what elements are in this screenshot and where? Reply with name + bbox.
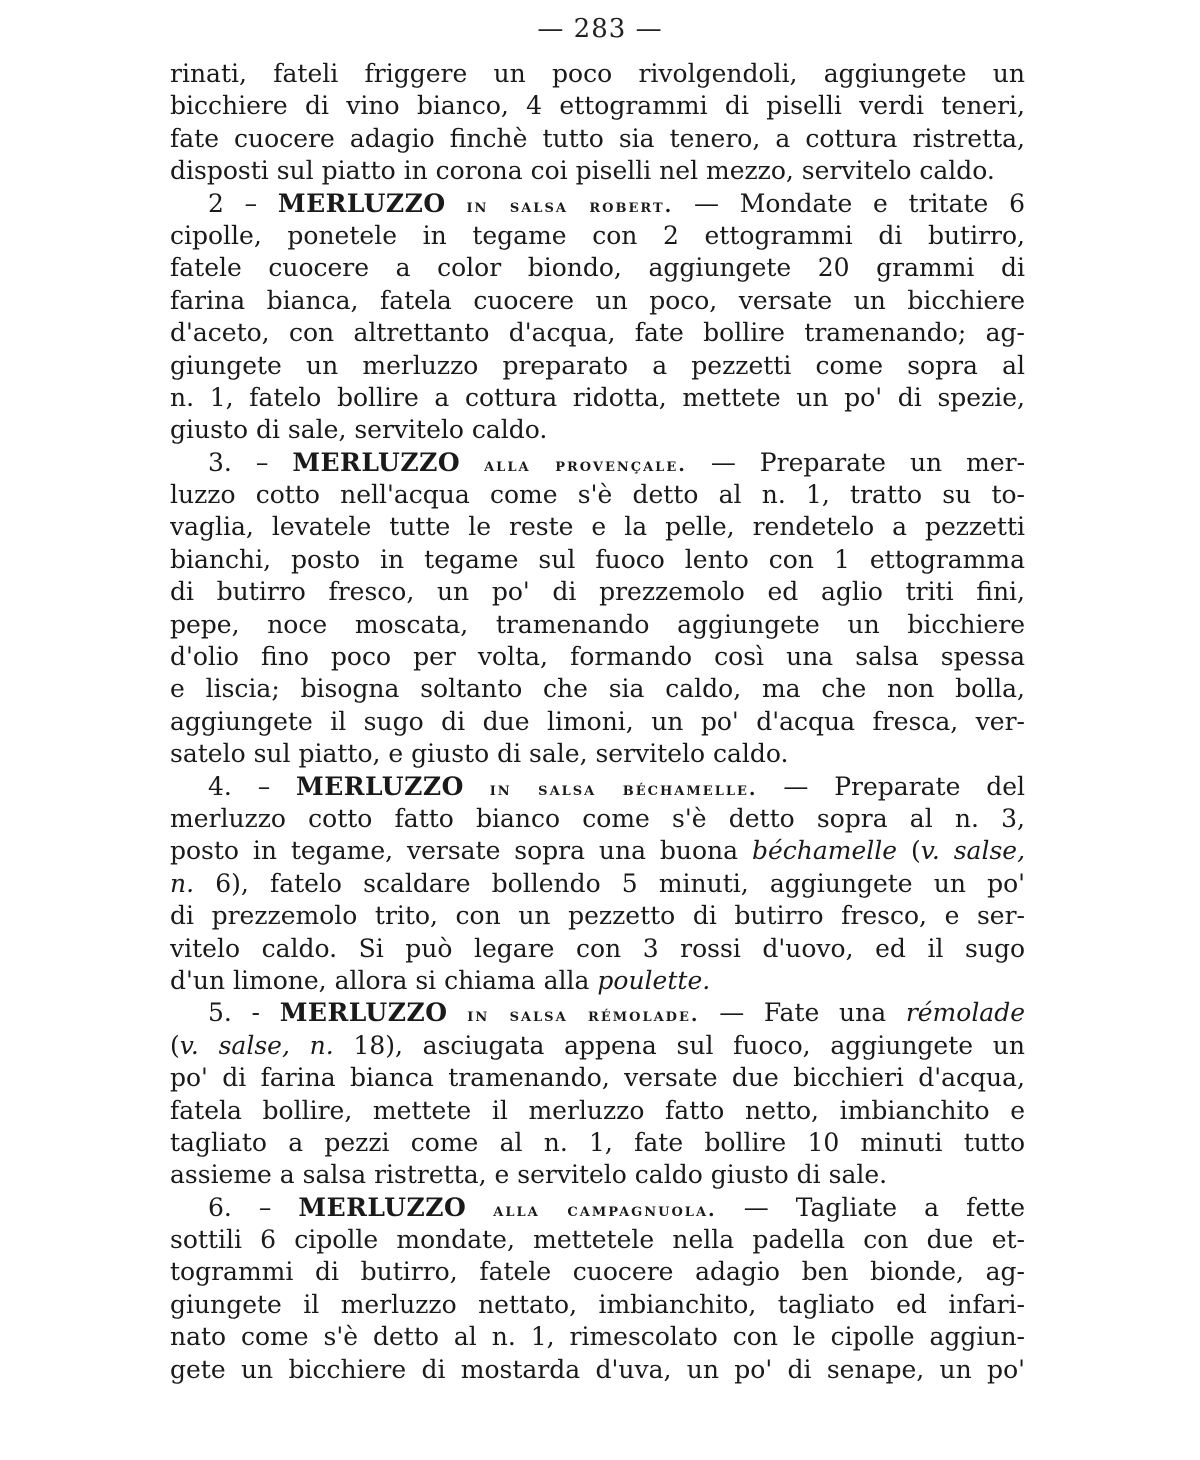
recipe-title: MERLUZZO [277, 188, 446, 218]
text-line [170, 317, 1025, 349]
text-line [170, 58, 1025, 90]
text-segment: posto in tegame, versate sopra una buona [170, 836, 752, 866]
text-segment: disposti sul piatto in corona coi piselli nel mezzo, servitelo caldo. [170, 156, 995, 186]
text-line [170, 1095, 1025, 1127]
text-segment: ( [897, 836, 921, 866]
text-line [170, 188, 1025, 220]
text-line [170, 933, 1025, 965]
text-line [170, 673, 1025, 705]
text-segment: fatela bollire, mettete il merluzzo fatto netto, imbianchito e [170, 1095, 1025, 1125]
text-segment: giungete un merluzzo preparato a pezzetti come sopra al [170, 350, 1025, 380]
text-segment: di prezzemolo trito, con un pezzetto di butirro fresco, e ser- [170, 901, 1025, 931]
text-line [170, 1159, 1025, 1191]
text-line [170, 1354, 1025, 1386]
text-line [170, 576, 1025, 608]
recipe-subtitle: in salsa rémolade. [467, 1004, 700, 1027]
text-segment: rinati, fateli friggere un poco rivolgendoli, aggiungete un [170, 59, 1025, 88]
text-line [170, 835, 1025, 867]
recipe-text-block [170, 58, 1025, 1386]
text-line [170, 285, 1025, 317]
text-line [170, 511, 1025, 543]
text-line [170, 965, 1025, 997]
text-segment: di butirro fresco, un po' di prezzemolo ed aglio triti fini, [170, 577, 1025, 607]
text-segment: sottili 6 cipolle mondate, mettetele nella padella con due et- [170, 1225, 1025, 1255]
text-segment: 5. - [208, 998, 280, 1028]
italic-text: béchamelle [751, 836, 898, 866]
text-line [170, 1321, 1025, 1353]
recipe-subtitle: alla provençale. [484, 453, 687, 476]
text-line [170, 1030, 1025, 1062]
text-segment: n. 1, fatelo bollire a cottura ridotta, mettete un po' di spezie, [170, 382, 1025, 412]
text-segment: cipolle, ponetele in tegame con 2 ettogrammi di butirro, [170, 220, 1025, 250]
text-segment: vitelo caldo. Si può legare con 3 rossi d'uovo, ed il sugo [170, 933, 1025, 963]
text-segment: 3. – [208, 447, 293, 477]
text-line [170, 803, 1025, 835]
text-line [170, 868, 1025, 900]
text-segment: bianchi, posto in tegame sul fuoco lento con 1 ettogramma [170, 544, 1025, 574]
text-segment: e liscia; bisogna soltanto che sia caldo, ma che non bolla, [170, 674, 1025, 704]
text-line [170, 900, 1025, 932]
text-segment: fate cuocere adagio finchè tutto sia tenero, a cottura ristretta, [170, 123, 1025, 153]
text-segment: vaglia, levatele tutte le reste e la pelle, rendetelo a pezzetti [170, 512, 1025, 542]
italic-text: n. [170, 868, 195, 898]
page-number: — 283 — [537, 14, 663, 44]
text-segment: — Tagliate a fette [716, 1192, 1025, 1222]
text-segment: d'un limone, allora si chiama alla [170, 965, 598, 995]
text-line [170, 1256, 1025, 1288]
text-line [170, 350, 1025, 382]
text-line [170, 771, 1025, 803]
text-line [170, 90, 1025, 122]
text-segment: giusto di sale, servitelo caldo. [170, 415, 548, 445]
text-segment [446, 189, 467, 218]
recipe-subtitle: in salsa robert. [466, 194, 674, 217]
text-segment: — Fate una [699, 998, 906, 1028]
text-segment: tagliato a pezzi come al n. 1, fate bollire 10 minuti tutto [170, 1127, 1025, 1157]
text-segment [460, 448, 484, 477]
recipe-title: MERLUZZO [292, 447, 461, 477]
text-segment: po' di farina bianca tramenando, versate due bicchieri d'acqua, [170, 1063, 1025, 1093]
text-line [170, 544, 1025, 576]
text-segment: farina bianca, fatela cuocere un poco, versate un bicchiere [170, 285, 1025, 315]
text-segment: — Preparate del [757, 771, 1025, 801]
text-line [170, 123, 1025, 155]
text-segment: d'aceto, con altrettanto d'acqua, fate bollire tramenando; ag- [170, 318, 1025, 348]
text-line [170, 1289, 1025, 1321]
text-segment [466, 1193, 493, 1222]
text-line [170, 1192, 1025, 1224]
text-segment: fatele cuocere a color biondo, aggiungete 20 grammi di [170, 253, 1025, 283]
text-segment: 18), asciugata appena sul fuoco, aggiungete un [333, 1030, 1025, 1060]
text-line [170, 252, 1025, 284]
recipe-title: MERLUZZO [298, 1192, 467, 1222]
text-segment: 6. – [208, 1192, 299, 1222]
text-line [170, 479, 1025, 511]
italic-text: v. salse, n. [179, 1030, 334, 1060]
text-segment: d'olio fino poco per volta, formando così una salsa spessa [170, 642, 1025, 672]
text-segment: 2 – [208, 188, 278, 218]
recipe-subtitle: alla campagnuola. [493, 1198, 717, 1221]
text-segment [448, 998, 468, 1027]
text-line [170, 609, 1025, 641]
text-line [170, 997, 1025, 1029]
text-line [170, 414, 1025, 446]
text-line [170, 382, 1025, 414]
text-segment: 6), fatelo scaldare bollendo 5 minuti, aggiungete un po' [194, 868, 1025, 898]
text-line [170, 1127, 1025, 1159]
text-segment [464, 772, 490, 801]
text-line [170, 1062, 1025, 1094]
italic-text: poulette. [597, 965, 711, 995]
text-segment: giungete il merluzzo nettato, imbianchito, tagliato ed infari- [170, 1289, 1025, 1319]
text-segment: togrammi di butirro, fatele cuocere adagio ben bionde, ag- [170, 1257, 1025, 1287]
text-line [170, 1224, 1025, 1256]
text-segment: luzzo cotto nell'acqua come s'è detto al n. 1, tratto su to- [170, 480, 1025, 510]
text-segment: pepe, noce moscata, tramenando aggiungete un bicchiere [170, 609, 1025, 639]
text-line [170, 738, 1025, 770]
text-segment: satelo sul piatto, e giusto di sale, servitelo caldo. [170, 739, 789, 769]
text-line [170, 447, 1025, 479]
text-segment: — Preparate un mer- [686, 447, 1025, 477]
text-segment: bicchiere di vino bianco, 4 ettogrammi di piselli verdi teneri, [170, 91, 1025, 121]
text-line [170, 155, 1025, 187]
text-segment: 4. – [208, 771, 297, 801]
text-segment: ( [170, 1030, 180, 1060]
text-segment: gete un bicchiere di mostarda d'uva, un po' di senape, un po' [170, 1354, 1025, 1384]
text-line [170, 641, 1025, 673]
recipe-title: MERLUZZO [279, 998, 448, 1028]
italic-text: rémolade [905, 998, 1025, 1028]
recipe-title: MERLUZZO [296, 771, 464, 801]
text-segment: nato come s'è detto al n. 1, rimescolato con le cipolle aggiun- [170, 1322, 1025, 1352]
text-line [170, 220, 1025, 252]
text-segment: — Mondate e tritate 6 [673, 188, 1025, 218]
text-line [170, 706, 1025, 738]
text-segment: aggiungete il sugo di due limoni, un po' d'acqua fresca, ver- [170, 706, 1025, 736]
recipe-subtitle: in salsa béchamelle. [489, 777, 758, 800]
text-segment: assieme a salsa ristretta, e servitelo caldo giusto di sale. [170, 1160, 888, 1190]
italic-text: v. salse, [920, 836, 1025, 866]
text-segment: merluzzo cotto fatto bianco come s'è detto sopra al n. 3, [170, 803, 1025, 833]
